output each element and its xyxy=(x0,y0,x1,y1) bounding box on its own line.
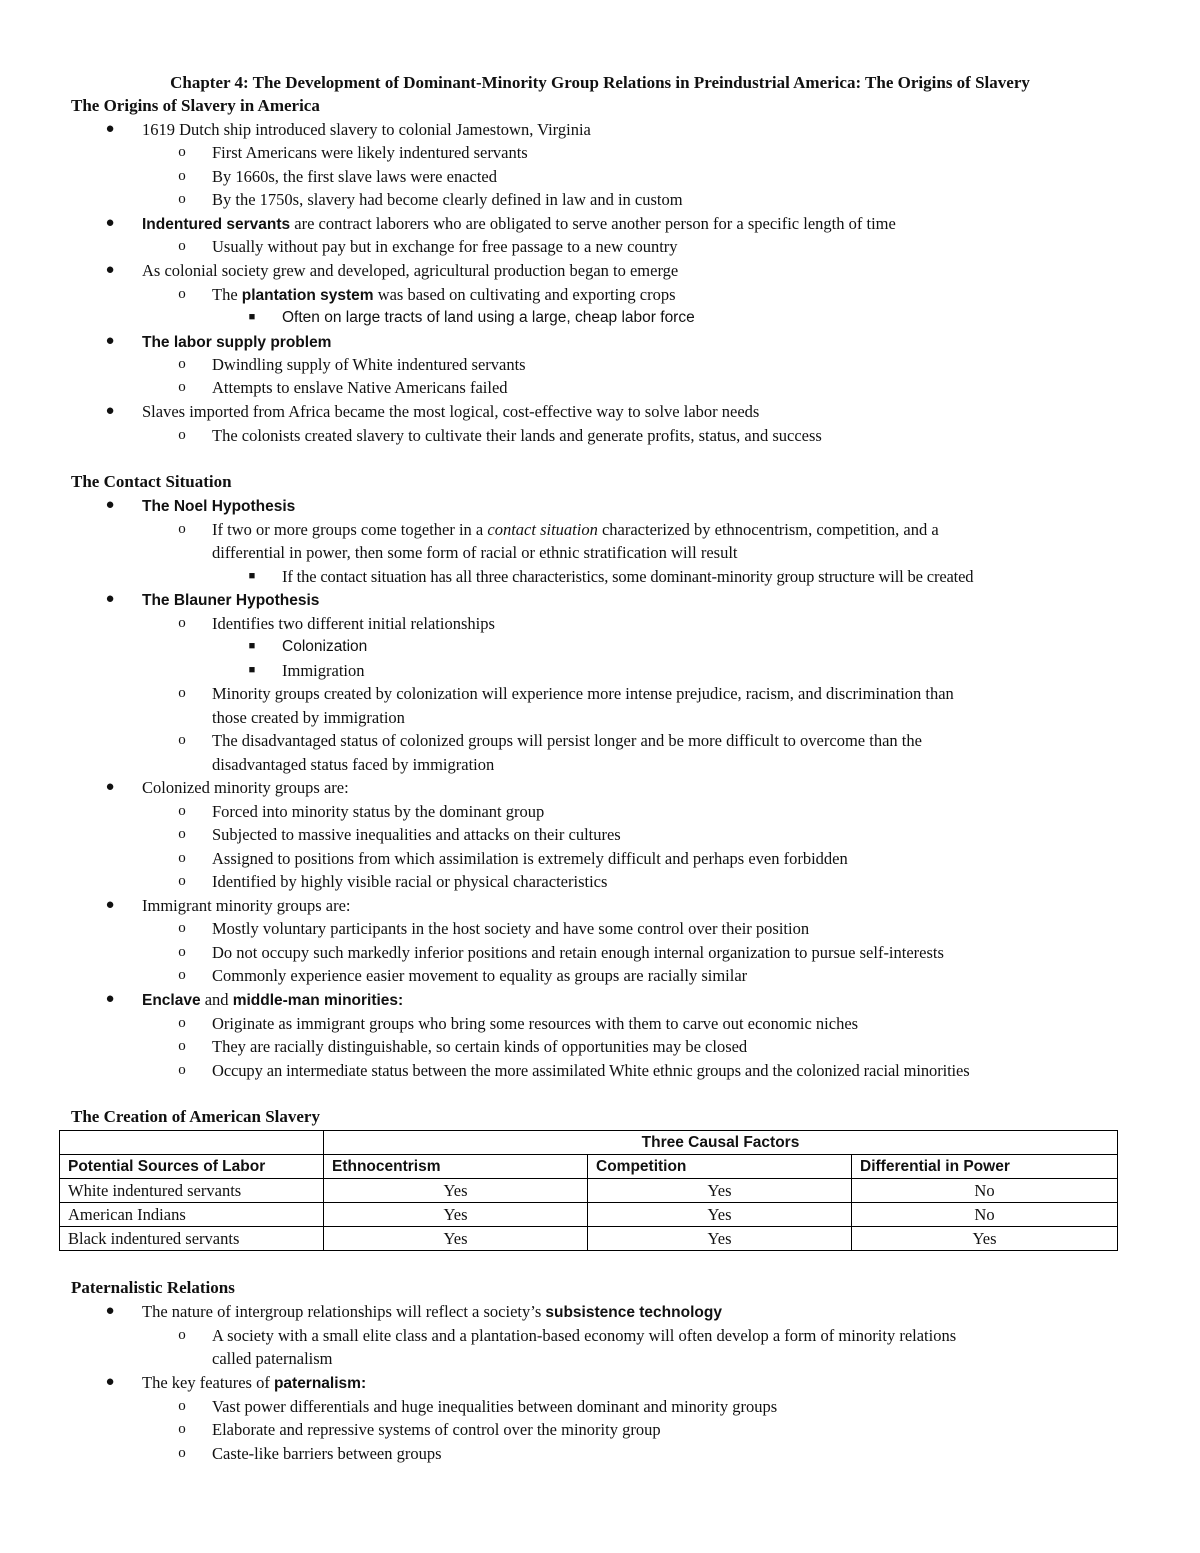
sub-bullet-marker: o xyxy=(178,944,186,960)
bullet-marker: ● xyxy=(105,1303,115,1319)
table-column-header: Potential Sources of Labor xyxy=(60,1155,324,1179)
term-indentured-servants: Indentured servants xyxy=(142,216,291,233)
table-column-header: Ethnocentrism xyxy=(324,1155,588,1179)
term-blauner-hypothesis: The Blauner Hypothesis xyxy=(142,592,320,609)
bullet-marker: ● xyxy=(105,991,115,1007)
list-item: Identifies two different initial relationships xyxy=(212,614,495,633)
list-item: Commonly experience easier movement to equality as groups are racially similar xyxy=(212,966,748,985)
list-item-text: was based on cultivating and exporting crops xyxy=(373,285,676,304)
square-bullet-marker: ■ xyxy=(248,664,256,676)
bullet-marker: ● xyxy=(105,497,115,513)
list-item-text: characterized by ethnocentrism, competition, and a xyxy=(597,520,939,539)
term-middle-man-minorities: middle-man minorities: xyxy=(232,992,404,1009)
bullet-marker: ● xyxy=(105,1374,115,1390)
sub-bullet-marker: o xyxy=(178,521,186,537)
list-item: First Americans were likely indentured servants xyxy=(212,143,528,162)
list-item-continuation: disadvantaged status faced by immigration xyxy=(212,755,495,774)
list-item: Occupy an intermediate status between the more assimilated White ethnic groups and the colonized racial minorities xyxy=(212,1061,970,1080)
term-paternalism: paternalism: xyxy=(273,1375,367,1392)
table-cell: Yes xyxy=(324,1179,588,1203)
table-cell: Yes xyxy=(588,1203,852,1227)
list-item xyxy=(212,283,676,308)
square-bullet-marker: ■ xyxy=(248,640,256,652)
list-item: Immigrant minority groups are: xyxy=(142,896,351,915)
section-heading-origins: The Origins of Slavery in America xyxy=(71,96,320,115)
list-item: Minority groups created by colonization will experience more intense prejudice, racism, and discrimination than xyxy=(212,684,954,703)
list-item: Slaves imported from Africa became the most logical, cost-effective way to solve labor needs xyxy=(142,402,760,421)
list-item: By the 1750s, slavery had become clearly defined in law and in custom xyxy=(212,190,683,209)
term-contact-situation: contact situation xyxy=(487,520,598,539)
sub-bullet-marker: o xyxy=(178,1421,186,1437)
sub-bullet-marker: o xyxy=(178,1398,186,1414)
table-cell: American Indians xyxy=(60,1203,324,1227)
bullet-marker: ● xyxy=(105,591,115,607)
table-group-header: Three Causal Factors xyxy=(324,1131,1118,1155)
sub-bullet-marker: o xyxy=(178,191,186,207)
term-enclave: Enclave xyxy=(142,992,201,1009)
sub-bullet-marker: o xyxy=(178,1038,186,1054)
list-item: Mostly voluntary participants in the host society and have some control over their position xyxy=(212,919,810,938)
term-plantation-system: plantation system xyxy=(241,287,374,304)
sub-bullet-marker: o xyxy=(178,967,186,983)
square-bullet-marker: ■ xyxy=(248,570,256,582)
list-item xyxy=(142,988,403,1013)
list-item: The colonists created slavery to cultivate their lands and generate profits, status, and success xyxy=(212,426,822,445)
list-item: Do not occupy such markedly inferior positions and retain enough internal organization to pursue self-interests xyxy=(212,943,944,962)
list-item-text: If two or more groups come together in a xyxy=(212,520,488,539)
sub-bullet-marker: o xyxy=(178,826,186,842)
list-item-continuation: those created by immigration xyxy=(212,708,405,727)
list-item xyxy=(142,494,295,519)
table-empty-cell xyxy=(60,1131,324,1155)
list-item xyxy=(142,1300,722,1325)
list-item: If the contact situation has all three characteristics, some dominant-minority group structure will be created xyxy=(282,567,974,586)
table-column-header: Competition xyxy=(588,1155,852,1179)
sub-bullet-marker: o xyxy=(178,1015,186,1031)
list-item: Colonized minority groups are: xyxy=(142,778,349,797)
list-item: By 1660s, the first slave laws were enacted xyxy=(212,167,497,186)
table-row xyxy=(60,1179,1118,1203)
section-heading-paternalistic: Paternalistic Relations xyxy=(71,1278,235,1297)
sub-bullet-marker: o xyxy=(178,803,186,819)
term-subsistence-technology: subsistence technology xyxy=(545,1304,722,1321)
list-item: Caste-like barriers between groups xyxy=(212,1444,442,1463)
list-item: Assigned to positions from which assimilation is extremely difficult and perhaps even forbidden xyxy=(212,849,848,868)
list-item: Dwindling supply of White indentured servants xyxy=(212,355,526,374)
table-column-header: Differential in Power xyxy=(852,1155,1118,1179)
sub-bullet-marker: o xyxy=(178,615,186,631)
bullet-marker: ● xyxy=(105,121,115,137)
list-item-continuation: called paternalism xyxy=(212,1349,333,1368)
list-item xyxy=(142,330,331,355)
table-cell: Yes xyxy=(588,1227,852,1251)
table-cell: No xyxy=(852,1179,1118,1203)
table-cell: Yes xyxy=(324,1227,588,1251)
page-title: Chapter 4: The Development of Dominant-Minority Group Relations in Preindustrial America: The Origins of Slavery xyxy=(170,73,1030,92)
list-item-text: The key features of xyxy=(142,1373,274,1392)
list-item: Identified by highly visible racial or physical characteristics xyxy=(212,872,608,891)
list-item xyxy=(212,518,939,542)
list-item: Usually without pay but in exchange for free passage to a new country xyxy=(212,237,678,256)
list-item-text: The nature of intergroup relationships will reflect a society’s xyxy=(142,1302,546,1321)
square-bullet-marker: ■ xyxy=(248,311,256,323)
sub-bullet-marker: o xyxy=(178,356,186,372)
sub-bullet-marker: o xyxy=(178,1445,186,1461)
section-heading-contact: The Contact Situation xyxy=(71,472,232,491)
list-item: Subjected to massive inequalities and attacks on their cultures xyxy=(212,825,621,844)
sub-bullet-marker: o xyxy=(178,144,186,160)
list-item: Attempts to enslave Native Americans failed xyxy=(212,378,508,397)
list-item: Often on large tracts of land using a large, cheap labor force xyxy=(282,309,695,326)
list-item: Originate as immigrant groups who bring some resources with them to carve out economic niches xyxy=(212,1014,859,1033)
table-cell: No xyxy=(852,1203,1118,1227)
bullet-marker: ● xyxy=(105,333,115,349)
term-noel-hypothesis: The Noel Hypothesis xyxy=(142,498,296,515)
sub-bullet-marker: o xyxy=(178,379,186,395)
list-item-text: are contract laborers who are obligated to serve another person for a specific length of time xyxy=(290,214,896,233)
list-item-text: and xyxy=(200,990,233,1009)
list-item: Vast power differentials and huge inequalities between dominant and minority groups xyxy=(212,1397,778,1416)
term-labor-supply-problem: The labor supply problem xyxy=(142,334,332,351)
list-item xyxy=(142,212,896,237)
sub-bullet-marker: o xyxy=(178,286,186,302)
sub-bullet-marker: o xyxy=(178,238,186,254)
table-group-header-row xyxy=(60,1131,1118,1155)
sub-bullet-marker: o xyxy=(178,732,186,748)
bullet-marker: ● xyxy=(105,779,115,795)
sub-bullet-marker: o xyxy=(178,873,186,889)
table-cell: Yes xyxy=(852,1227,1118,1251)
table-row xyxy=(60,1227,1118,1251)
list-item: 1619 Dutch ship introduced slavery to colonial Jamestown, Virginia xyxy=(142,120,591,139)
list-item-continuation: differential in power, then some form of racial or ethnic stratification will result xyxy=(212,543,738,562)
list-item: The disadvantaged status of colonized groups will persist longer and be more difficult to overcome than the xyxy=(212,731,922,750)
list-item: They are racially distinguishable, so certain kinds of opportunities may be closed xyxy=(212,1037,748,1056)
list-item: Elaborate and repressive systems of control over the minority group xyxy=(212,1420,661,1439)
sub-bullet-marker: o xyxy=(178,168,186,184)
section-heading-creation: The Creation of American Slavery xyxy=(71,1107,320,1126)
bullet-marker: ● xyxy=(105,403,115,419)
sub-bullet-marker: o xyxy=(178,427,186,443)
causal-factors-table xyxy=(59,1130,1118,1251)
bullet-marker: ● xyxy=(105,897,115,913)
table-cell: Black indentured servants xyxy=(60,1227,324,1251)
table-cell: Yes xyxy=(588,1179,852,1203)
sub-bullet-marker: o xyxy=(178,850,186,866)
table-row xyxy=(60,1203,1118,1227)
bullet-marker: ● xyxy=(105,262,115,278)
sub-bullet-marker: o xyxy=(178,1327,186,1343)
bullet-marker: ● xyxy=(105,215,115,231)
list-item: Forced into minority status by the dominant group xyxy=(212,802,545,821)
table-cell: White indentured servants xyxy=(60,1179,324,1203)
list-item xyxy=(142,1371,366,1396)
sub-bullet-marker: o xyxy=(178,920,186,936)
list-item: Colonization xyxy=(282,638,368,655)
table-cell: Yes xyxy=(324,1203,588,1227)
table-header-row xyxy=(60,1155,1118,1179)
list-item: A society with a small elite class and a plantation-based economy will often develop a form of minority relations xyxy=(212,1326,957,1345)
sub-bullet-marker: o xyxy=(178,685,186,701)
list-item: As colonial society grew and developed, agricultural production began to emerge xyxy=(142,261,679,280)
list-item: Immigration xyxy=(282,661,365,680)
list-item xyxy=(142,588,319,613)
sub-bullet-marker: o xyxy=(178,1062,186,1078)
list-item-text: The xyxy=(212,285,242,304)
